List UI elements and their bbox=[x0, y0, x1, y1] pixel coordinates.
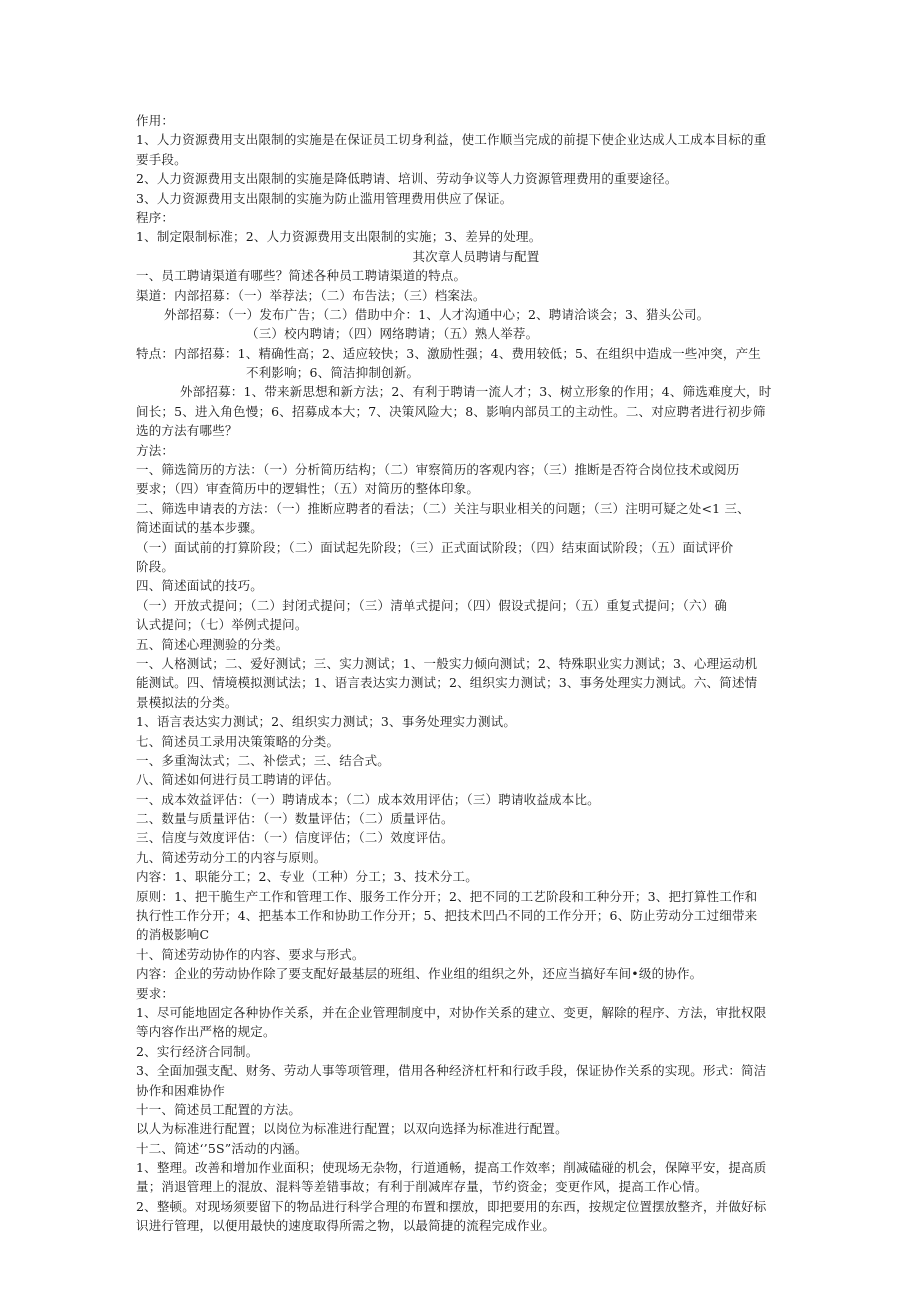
text-line: 3、全面加强支配、财务、劳动人事等项管理，借用各种经济杠杆和行政手段，保证协作关系的实现。形式：简洁 bbox=[136, 1063, 767, 1079]
text-line: 一、员工聘请渠道有哪些？简述各种员工聘请渠道的特点。 bbox=[136, 268, 467, 284]
text-line: （一）开放式提问；（二）封闭式提问；（三）清单式提问；（四）假设式提问；（五）重复式提问；（六）确 bbox=[136, 597, 728, 613]
text-line: 1、整理。改善和增加作业面积；使现场无杂物，行道通畅，提高工作效率；削减磕碰的机会，保障平安，提高质 bbox=[136, 1160, 767, 1176]
text-line: 九、简述劳动分工的内容与原则。 bbox=[136, 849, 327, 865]
text-line: 执行性工作分开；4、把基本工作和协助工作分开；5、把技术凹凸不同的工作分开；6、防止劳动分工过细带来 bbox=[136, 908, 758, 924]
text-line: 2、实行经济合同制。 bbox=[136, 1043, 259, 1059]
text-line: 1、制定限制标准；2、人力资源费用支出限制的实施；3、差异的处理。 bbox=[136, 229, 542, 245]
text-line: 四、简述面试的技巧。 bbox=[136, 578, 264, 594]
text-line: 二、筛选申请表的方法：（一）推断应聘者的看法；（二）关注与职业相关的问题；（三）注明可疑之处<1 三、 bbox=[136, 500, 750, 516]
text-line: 外部招募：1、带来新思想和新方法；2、有利于聘请一流人才；3、树立形象的作用；4、筛选难度大，时 bbox=[180, 384, 772, 400]
text-line: 方法： bbox=[136, 442, 175, 458]
text-line: （一）面试前的打算阶段；（二）面试起先阶段；（三）正式面试阶段；（四）结束面试阶段；（五）面试评价 bbox=[136, 539, 734, 555]
text-line: 景模拟法的分类。 bbox=[136, 694, 238, 710]
text-line: 1、尽可能地固定各种协作关系，并在企业管理制度中，对协作关系的建立、变更，解除的程序、方法，审批权限 bbox=[136, 1004, 767, 1020]
text-line: 识进行管理，以便用最快的速度取得所需之物，以最简捷的流程完成作业。 bbox=[136, 1218, 556, 1234]
text-line: 十二、简述‘’5S”活动的内涵。 bbox=[136, 1140, 308, 1156]
text-line: 要手段。 bbox=[136, 151, 187, 167]
text-line: 程序： bbox=[136, 209, 175, 225]
text-line: 三、信度与效度评估：（一）信度评估；（二）效度评估。 bbox=[136, 830, 454, 846]
text-line: 1、人力资源费用支出限制的实施是在保证员工切身利益，使工作顺当完成的前提下使企业达成人工成本目标的重 bbox=[136, 132, 767, 148]
text-line: 十、简述劳动协作的内容、要求与形式。 bbox=[136, 946, 365, 962]
text-line: 能测试。四、情境模拟测试法；1、语言表达实力测试；2、组织实力测试；3、事务处理实力测试。六、简述情 bbox=[136, 675, 758, 691]
text-line: 不利影响；6、简洁抑制创新。 bbox=[246, 365, 420, 381]
text-line: 简述面试的基本步骤。 bbox=[136, 520, 264, 536]
text-line: 内容：1、职能分工；2、专业（工种）分工；3、技术分工。 bbox=[136, 869, 478, 885]
text-line: （三）校内聘请；（四）网络聘请；（五）熟人举荐。 bbox=[246, 326, 539, 342]
text-line: 认式提问；（七）举例式提问。 bbox=[136, 617, 308, 633]
text-line: 一、成本效益评估：（一）聘请成本；（二）成本效用评估；（三）聘请收益成本比。 bbox=[136, 791, 600, 807]
text-line: 七、简述员工录用决策策略的分类。 bbox=[136, 733, 340, 749]
text-line: 外部招募：（一）发布广告；（二）借助中介：1、人才沟通中心；2、聘请洽谈会；3、猎头公司。 bbox=[164, 306, 710, 322]
text-line: 等内容作出严格的规定。 bbox=[136, 1024, 276, 1040]
text-line: 渠道：内部招募：（一）举荐法；（二）布告法；（三）档案法。 bbox=[136, 287, 486, 303]
text-line: 原则：1、把干脆生产工作和管理工作、服务工作分开；2、把不同的工艺阶段和工种分开；3、把打算性工作和 bbox=[136, 888, 758, 904]
text-line: 五、简述心理测验的分类。 bbox=[136, 636, 289, 652]
text-line: 八、简述如何进行员工聘请的评估。 bbox=[136, 772, 340, 788]
text-line: 2、整顿。对现场须要留下的物品进行科学合理的布置和摆放，即把要用的东西，按规定位置摆放整齐，并做好标 bbox=[136, 1198, 767, 1214]
text-line: 一、人格测试；二、爱好测试；三、实力测试；1、一般实力倾向测试；2、特殊职业实力测试；3、心理运动机 bbox=[136, 655, 758, 671]
text-line: 作用： bbox=[136, 113, 175, 128]
text-line: 1、语言表达实力测试；2、组织实力测试；3、事务处理实力测试。 bbox=[136, 714, 517, 730]
text-line: 以人为标准进行配置；以岗位为标准进行配置；以双向选择为标准进行配置。 bbox=[136, 1121, 568, 1137]
document-body bbox=[136, 111, 786, 1236]
text-line: 一、多重淘汰式；二、补偿式；三、结合式。 bbox=[136, 752, 391, 768]
text-line: 十一、简述员工配置的方法。 bbox=[136, 1101, 302, 1117]
text-line: 要求： bbox=[136, 985, 175, 1001]
text-line: 2、人力资源费用支出限制的实施是降低聘请、培训、劳动争议等人力资源管理费用的重要途径。 bbox=[136, 171, 678, 187]
text-line: 一、筛选简历的方法：（一）分析简历结构；（二）审察简历的客观内容；（三）推断是否符合岗位技术或阅历 bbox=[136, 462, 740, 478]
text-line: 协作和困难协作 bbox=[136, 1082, 225, 1098]
text-line: 的消极影响C bbox=[136, 927, 210, 943]
text-line: 3、人力资源费用支出限制的实施为防止滥用管理费用供应了保证。 bbox=[136, 190, 513, 206]
text-line: 要求；（四）审查简历中的逻辑性；（五）对简历的整体印象。 bbox=[136, 481, 480, 497]
text-line: 二、数量与质量评估：（一）数量评估；（二）质量评估。 bbox=[136, 811, 454, 827]
text-line: 内容：企业的劳动协作除了要支配好最基层的班组、作业组的组织之外，还应当搞好车间•级的协作。 bbox=[136, 966, 703, 982]
text-line: 间长；5、进入角色慢；6、招募成本大；7、决策风险大；8、影响内部员工的主动性。二、对应聘者进行初步筛 bbox=[136, 403, 766, 419]
chapter-heading: 其次章人员聘请与配置 bbox=[412, 248, 540, 264]
text-line: 选的方法有哪些？ bbox=[136, 423, 238, 439]
text-line: 特点：内部招募：1、精确性高；2、适应较快；3、激励性强；4、费用较低；5、在组织中造成一些冲突，产生 bbox=[136, 345, 761, 361]
text-line: 阶段。 bbox=[136, 558, 175, 574]
text-line: 量；消退管理上的混放、混料等差错事故；有利于削减库存量，节约资金；变更作风，提高工作心情。 bbox=[136, 1179, 708, 1195]
